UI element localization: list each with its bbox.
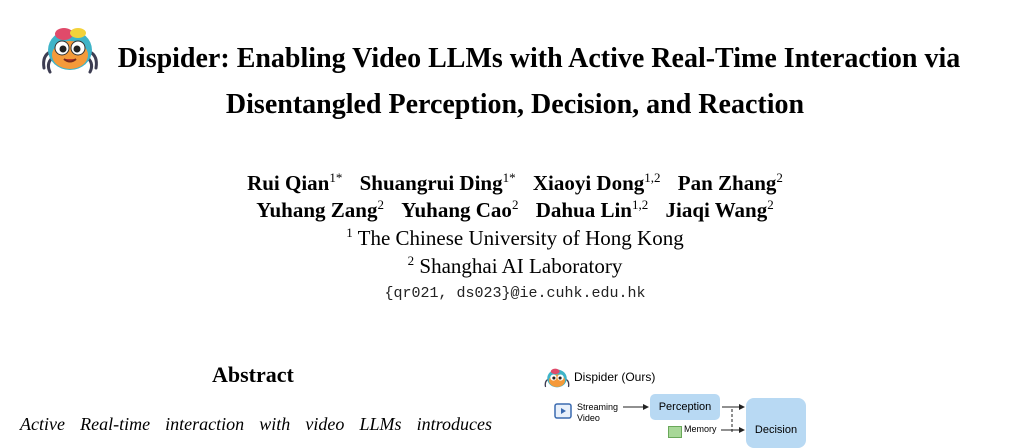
authors-row-1: [0, 170, 1030, 196]
author: Dahua Lin$^{1,2}$: [535, 197, 649, 222]
memory-label: Memory: [684, 424, 717, 434]
abstract-text: Active Real-time interaction with video LLMs introduces: [20, 414, 492, 434]
author: Jiaqi Wang$^2$: [665, 197, 774, 222]
memory-stack-icon: [668, 426, 682, 438]
streaming-video-label: Streaming Video: [577, 402, 619, 423]
authors-row-2: [0, 197, 1030, 223]
paper-title-line-2: Disentangled Perception, Decision, and Reaction: [225, 89, 805, 120]
affiliation-2: $^2$ Shanghai AI Laboratory: [407, 253, 623, 278]
author: Rui Qian$^{1*}$: [247, 170, 343, 195]
contact-email[interactable]: {qr021, ds023}@ie.cuhk.edu.hk: [384, 285, 646, 302]
author: Shuangrui Ding$^{1*}$: [359, 170, 516, 195]
affiliation-1: $^1$ The Chinese University of Hong Kong: [346, 225, 684, 250]
author: Xiaoyi Dong$^{1,2}$: [532, 170, 661, 195]
author: Yuhang Cao$^2$: [401, 197, 519, 222]
perception-block: Perception: [650, 394, 720, 420]
figure-caption: Dispider (Ours): [574, 370, 656, 384]
decision-block: Decision: [746, 398, 806, 448]
spider-mascot-icon: [541, 366, 573, 390]
abstract-heading: Abstract: [212, 362, 294, 387]
author: Pan Zhang$^2$: [677, 170, 783, 195]
video-play-icon: [554, 402, 572, 420]
author: Yuhang Zang$^2$: [256, 197, 384, 222]
paper-title-line-1: Dispider: Enabling Video LLMs with Active Real-Time Interaction via: [117, 43, 961, 74]
